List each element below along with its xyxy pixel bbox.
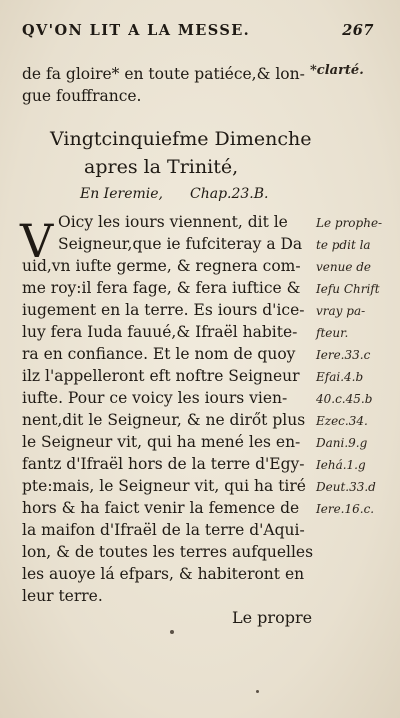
- marginal-note: Efai.4.b: [316, 370, 364, 384]
- body-line: fantz d'Ifraël hors de la terre d'Egy-: [22, 455, 305, 473]
- body-line: pte:mais, le Seigneur vit, qui ha tiré: [22, 477, 306, 495]
- marginal-note: *clarté.: [310, 63, 364, 78]
- body-line: uid,vn iufte germe, & regnera com-: [22, 257, 301, 275]
- marginal-note: Iehá.1.g: [316, 458, 366, 472]
- opening-line: gue fouffrance.: [22, 87, 142, 105]
- chapter-reference: Chap.23.B.: [190, 186, 269, 202]
- running-title: QV'ON LIT A LA MESSE.: [22, 22, 251, 39]
- body-line: ra en confiance. Et le nom de quoy: [22, 345, 296, 363]
- marginal-note: Ezec.34.: [316, 414, 368, 428]
- ink-spot: [256, 690, 259, 693]
- marginal-note: Iere.16.c.: [316, 502, 375, 516]
- body-line: leur terre.: [22, 587, 103, 605]
- body-line: hors & ha faict venir la femence de: [22, 499, 300, 517]
- marginal-note: vray pa-: [316, 304, 366, 318]
- body-line: iugement en la terre. Es iours d'ice-: [22, 301, 305, 319]
- body-line: luy fera Iuda fauué,& Ifraël habite-: [22, 323, 298, 341]
- body-line: nent,dit le Seigneur, & ne dirőt plus: [22, 411, 306, 429]
- body-line: Oicy les iours viennent, dit le: [58, 213, 288, 231]
- marginal-note: Iefu Chrift: [316, 282, 380, 296]
- marginal-note: 40.c.45.b: [316, 392, 373, 406]
- source-reference: En Ieremie,: [80, 186, 163, 202]
- marginal-note: te pdit la: [316, 238, 371, 252]
- body-line: iufte. Pour ce voicy les iours vien-: [22, 389, 288, 407]
- ink-spot: [170, 630, 174, 634]
- drop-capital: V: [20, 214, 54, 268]
- opening-line: de fa gloire* en toute patiéce,& lon-: [22, 65, 305, 83]
- marginal-note: Deut.33.d: [316, 480, 376, 494]
- marginal-note: Dani.9.g: [316, 436, 368, 450]
- running-header: [22, 22, 374, 44]
- body-line: les auoye lá efpars, & habiteront en: [22, 565, 305, 583]
- catchword: Le propre: [232, 608, 313, 627]
- body-line: la maifon d'Ifraël de la terre d'Aqui-: [22, 521, 305, 539]
- section-title: Vingtcinquiefme Dimenche: [50, 128, 312, 150]
- body-line: me roy:il fera fage, & fera iuftice &: [22, 279, 301, 297]
- body-line: lon, & de toutes les terres aufquelles: [22, 543, 314, 561]
- page-number: 267: [342, 22, 374, 39]
- marginal-note: fteur.: [316, 326, 349, 340]
- marginal-note: Iere.33.c: [316, 348, 371, 362]
- marginal-note: Le prophe-: [316, 216, 383, 230]
- body-line: le Seigneur vit, qui ha mené les en-: [22, 433, 301, 451]
- body-line: ilz l'appelleront eft noftre Seigneur: [22, 367, 300, 385]
- marginal-note: venue de: [316, 260, 372, 274]
- section-title: apres la Trinité,: [84, 156, 239, 178]
- body-line: Seigneur,que ie fufciteray a Da: [58, 235, 303, 253]
